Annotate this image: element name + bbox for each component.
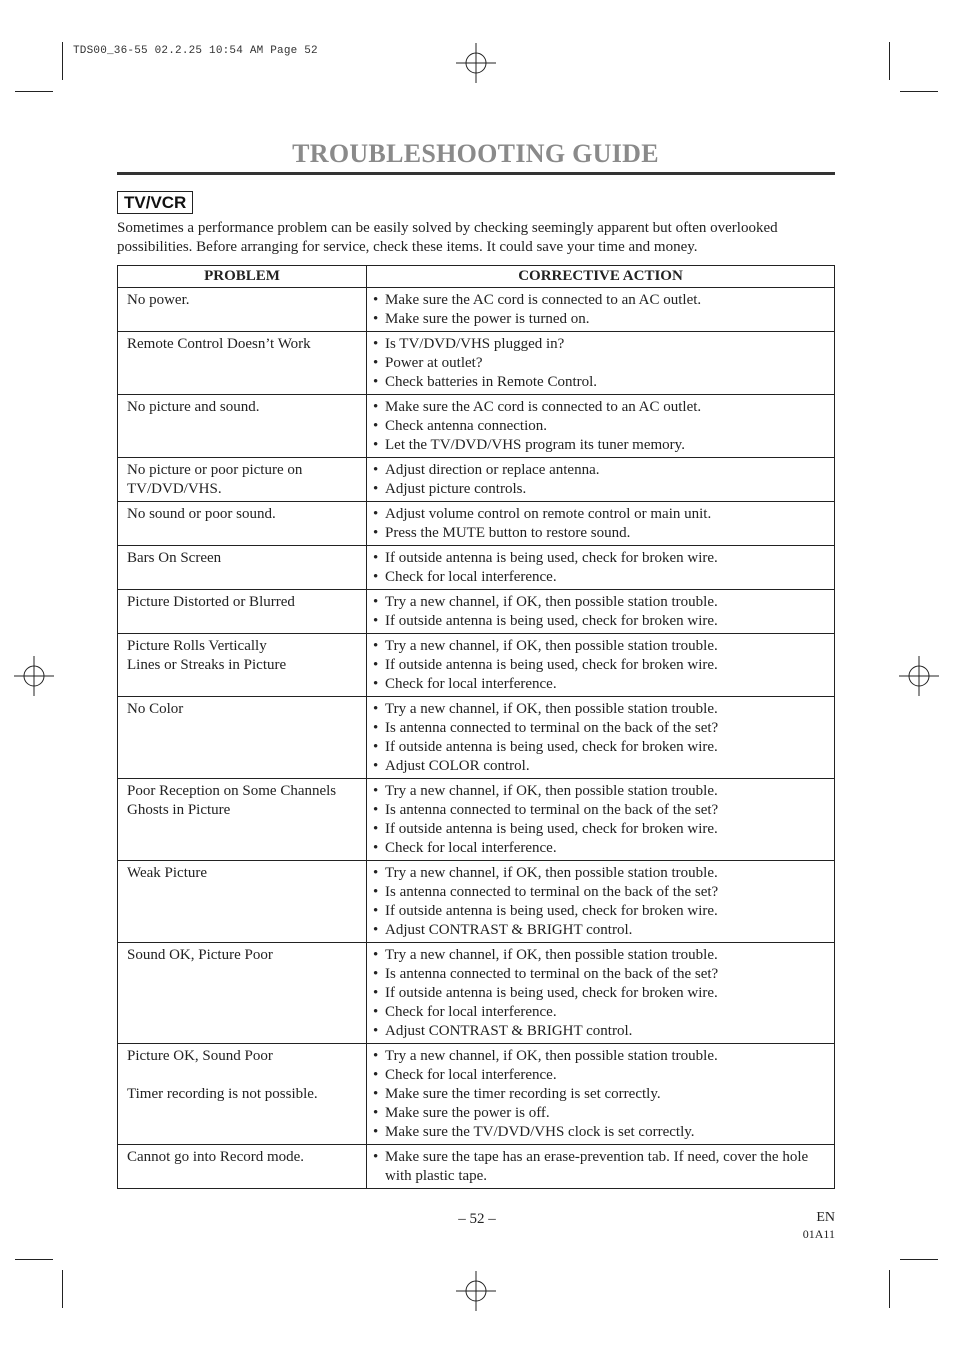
problem-text: Cannot go into Record mode.	[127, 1149, 305, 1165]
problem-text: Weak Picture	[127, 865, 208, 881]
action-cell	[367, 1044, 835, 1145]
bullet-icon: •	[373, 374, 379, 390]
action-item	[373, 883, 830, 902]
problem-text: Ghosts in Picture	[127, 802, 231, 818]
problem-text: Timer recording is not possible.	[127, 1086, 318, 1102]
action-cell	[367, 634, 835, 697]
action-item	[373, 801, 830, 820]
bullet-icon: •	[373, 676, 379, 692]
action-item	[373, 839, 830, 858]
action-text: Make sure the timer recording is set correctly.	[385, 1086, 661, 1102]
bullet-icon: •	[373, 418, 379, 434]
action-text: Make sure the AC cord is connected to an AC outlet.	[385, 399, 702, 415]
bullet-icon: •	[373, 638, 379, 654]
bullet-icon: •	[373, 550, 379, 566]
action-text: Make sure the power is off.	[385, 1105, 550, 1121]
action-text: Is TV/DVD/VHS plugged in?	[385, 336, 565, 352]
action-text: Check for local interference.	[385, 1004, 557, 1020]
bullet-icon: •	[373, 481, 379, 497]
action-item	[373, 593, 830, 612]
action-item	[373, 480, 830, 499]
action-item	[373, 335, 830, 354]
action-item	[373, 864, 830, 883]
bullet-icon: •	[373, 506, 379, 522]
table-row	[118, 861, 835, 943]
problem-cell	[118, 1145, 367, 1189]
problem-cell	[118, 395, 367, 458]
action-item	[373, 946, 830, 965]
intro-paragraph: Sometimes a performance problem can be easily solved by checking seemingly apparent but often overlooked possibilities. Before arranging for service, check these items. It could save your time and money.	[117, 220, 778, 255]
action-item	[373, 505, 830, 524]
table-body	[118, 288, 835, 1189]
problem-text: Poor Reception on Some Channels	[127, 783, 337, 799]
table-row	[118, 332, 835, 395]
action-text: Make sure the power is turned on.	[385, 311, 590, 327]
problem-cell	[118, 1044, 367, 1145]
problem-text: No power.	[127, 292, 190, 308]
problem-cell	[118, 546, 367, 590]
action-text: Try a new channel, if OK, then possible station trouble.	[385, 638, 718, 654]
bullet-icon: •	[373, 569, 379, 585]
action-cell	[367, 288, 835, 332]
action-text: Check for local interference.	[385, 840, 557, 856]
bullet-icon: •	[373, 437, 379, 453]
action-item	[373, 921, 830, 940]
action-item	[373, 902, 830, 921]
table-row	[118, 779, 835, 861]
action-text: If outside antenna is being used, check for broken wire.	[385, 821, 718, 837]
problem-cell	[118, 861, 367, 943]
bullet-icon: •	[373, 947, 379, 963]
bullet-icon: •	[373, 701, 379, 717]
problem-text: Lines or Streaks in Picture	[127, 657, 287, 673]
action-text: If outside antenna is being used, check for broken wire.	[385, 903, 718, 919]
problem-text: Sound OK, Picture Poor	[127, 947, 273, 963]
action-item	[373, 1022, 830, 1041]
action-item	[373, 1047, 830, 1066]
table-row	[118, 502, 835, 546]
action-text: Power at outlet?	[385, 355, 483, 371]
crop-mark	[900, 1259, 938, 1260]
bullet-icon: •	[373, 1124, 379, 1140]
bullet-icon: •	[373, 739, 379, 755]
registration-mark	[456, 43, 496, 83]
table-row	[118, 288, 835, 332]
action-item	[373, 612, 830, 631]
action-text: Is antenna connected to terminal on the back of the set?	[385, 966, 719, 982]
problem-text: Remote Control Doesn’t Work	[127, 336, 311, 352]
bullet-icon: •	[373, 525, 379, 541]
problem-cell	[118, 590, 367, 634]
action-text: Check antenna connection.	[385, 418, 548, 434]
problem-cell	[118, 634, 367, 697]
bullet-icon: •	[373, 399, 379, 415]
action-text: Try a new channel, if OK, then possible station trouble.	[385, 783, 718, 799]
column-header-problem: PROBLEM	[118, 266, 367, 288]
action-cell	[367, 1145, 835, 1189]
bullet-icon: •	[373, 758, 379, 774]
action-item	[373, 1104, 830, 1123]
action-text: Adjust picture controls.	[385, 481, 527, 497]
table-row	[118, 1044, 835, 1145]
page-title: TROUBLESHOOTING GUIDE	[292, 139, 659, 168]
problem-cell	[118, 458, 367, 502]
bullet-icon: •	[373, 1067, 379, 1083]
action-text: Make sure the tape has an erase-prevention tab. If need, cover the hole with plastic tape.	[385, 1149, 809, 1184]
action-item	[373, 675, 830, 694]
problem-text: No Color	[127, 701, 184, 717]
section-badge: TV/VCR	[117, 191, 193, 214]
registration-mark	[899, 656, 939, 696]
problem-cell	[118, 779, 367, 861]
table-row	[118, 697, 835, 779]
action-text: Is antenna connected to terminal on the back of the set?	[385, 720, 719, 736]
action-text: If outside antenna is being used, check for broken wire.	[385, 657, 718, 673]
problem-text: No sound or poor sound.	[127, 506, 276, 522]
action-cell	[367, 332, 835, 395]
problem-text: Picture Distorted or Blurred	[127, 594, 295, 610]
table-row	[118, 546, 835, 590]
problem-cell	[118, 697, 367, 779]
bullet-icon: •	[373, 657, 379, 673]
troubleshooting-table	[117, 265, 835, 1189]
problem-cell	[118, 332, 367, 395]
action-item	[373, 719, 830, 738]
bullet-icon: •	[373, 613, 379, 629]
bullet-icon: •	[373, 1086, 379, 1102]
problem-text: No picture and sound.	[127, 399, 260, 415]
action-item	[373, 1123, 830, 1142]
action-text: Adjust volume control on remote control or main unit.	[385, 506, 712, 522]
action-item	[373, 291, 830, 310]
action-item	[373, 656, 830, 675]
table-row	[118, 1145, 835, 1189]
action-cell	[367, 943, 835, 1044]
action-text: Check for local interference.	[385, 676, 557, 692]
action-item	[373, 398, 830, 417]
crop-mark	[889, 42, 890, 80]
bullet-icon: •	[373, 355, 379, 371]
action-item	[373, 310, 830, 329]
action-item	[373, 820, 830, 839]
action-text: Check for local interference.	[385, 569, 557, 585]
action-cell	[367, 458, 835, 502]
action-item	[373, 568, 830, 587]
action-text: Is antenna connected to terminal on the back of the set?	[385, 802, 719, 818]
action-text: Make sure the TV/DVD/VHS clock is set correctly.	[385, 1124, 695, 1140]
action-text: Is antenna connected to terminal on the back of the set?	[385, 884, 719, 900]
action-item	[373, 461, 830, 480]
action-cell	[367, 779, 835, 861]
print-header: TDS00_36-55 02.2.25 10:54 AM Page 52	[73, 45, 318, 57]
action-item	[373, 354, 830, 373]
page-number: – 52 –	[458, 1211, 496, 1227]
bullet-icon: •	[373, 1023, 379, 1039]
table-row	[118, 634, 835, 697]
bullet-icon: •	[373, 594, 379, 610]
action-cell	[367, 590, 835, 634]
problem-text: Picture Rolls Vertically	[127, 638, 267, 654]
action-item	[373, 373, 830, 392]
action-cell	[367, 861, 835, 943]
action-item	[373, 965, 830, 984]
action-item	[373, 757, 830, 776]
action-item	[373, 1066, 830, 1085]
column-header-action: CORRECTIVE ACTION	[367, 266, 835, 288]
table-header-row	[118, 266, 835, 288]
registration-mark	[456, 1271, 496, 1311]
action-text: Let the TV/DVD/VHS program its tuner memory.	[385, 437, 685, 453]
action-item	[373, 436, 830, 455]
crop-mark	[15, 1259, 53, 1260]
action-cell	[367, 546, 835, 590]
crop-mark	[889, 1270, 890, 1308]
bullet-icon: •	[373, 840, 379, 856]
bullet-icon: •	[373, 802, 379, 818]
bullet-icon: •	[373, 1149, 379, 1165]
bullet-icon: •	[373, 821, 379, 837]
problem-text: No picture or poor picture on	[127, 462, 303, 478]
language-code: EN	[816, 1210, 835, 1225]
bullet-icon: •	[373, 966, 379, 982]
action-cell	[367, 502, 835, 546]
action-text: Try a new channel, if OK, then possible station trouble.	[385, 701, 718, 717]
bullet-icon: •	[373, 922, 379, 938]
bullet-icon: •	[373, 720, 379, 736]
bullet-icon: •	[373, 985, 379, 1001]
bullet-icon: •	[373, 783, 379, 799]
action-item	[373, 1003, 830, 1022]
bullet-icon: •	[373, 1048, 379, 1064]
action-item	[373, 738, 830, 757]
action-text: Adjust CONTRAST & BRIGHT control.	[385, 922, 633, 938]
problem-cell	[118, 943, 367, 1044]
bullet-icon: •	[373, 1004, 379, 1020]
action-text: Try a new channel, if OK, then possible station trouble.	[385, 865, 718, 881]
registration-mark	[14, 656, 54, 696]
action-item	[373, 700, 830, 719]
problem-text: Bars On Screen	[127, 550, 222, 566]
action-text: If outside antenna is being used, check for broken wire.	[385, 613, 718, 629]
table-row	[118, 395, 835, 458]
action-item	[373, 984, 830, 1003]
problem-text	[127, 1066, 362, 1085]
bullet-icon: •	[373, 336, 379, 352]
bullet-icon: •	[373, 311, 379, 327]
bullet-icon: •	[373, 865, 379, 881]
action-text: Try a new channel, if OK, then possible station trouble.	[385, 947, 718, 963]
action-text: Press the MUTE button to restore sound.	[385, 525, 631, 541]
action-item	[373, 417, 830, 436]
action-text: Make sure the AC cord is connected to an AC outlet.	[385, 292, 702, 308]
crop-mark	[62, 1270, 63, 1308]
action-text: Adjust COLOR control.	[385, 758, 530, 774]
action-text: If outside antenna is being used, check for broken wire.	[385, 739, 718, 755]
table-row	[118, 943, 835, 1044]
action-item	[373, 637, 830, 656]
bullet-icon: •	[373, 462, 379, 478]
action-item	[373, 1085, 830, 1104]
crop-mark	[62, 42, 63, 80]
action-item	[373, 524, 830, 543]
problem-cell	[118, 288, 367, 332]
bullet-icon: •	[373, 1105, 379, 1121]
table-row	[118, 590, 835, 634]
action-text: Check batteries in Remote Control.	[385, 374, 598, 390]
action-text: If outside antenna is being used, check for broken wire.	[385, 550, 718, 566]
problem-cell	[118, 502, 367, 546]
action-cell	[367, 697, 835, 779]
bullet-icon: •	[373, 292, 379, 308]
action-text: Check for local interference.	[385, 1067, 557, 1083]
action-text: If outside antenna is being used, check for broken wire.	[385, 985, 718, 1001]
table-row	[118, 458, 835, 502]
bullet-icon: •	[373, 884, 379, 900]
problem-text: TV/DVD/VHS.	[127, 481, 222, 497]
action-item	[373, 782, 830, 801]
bullet-icon: •	[373, 903, 379, 919]
crop-mark	[15, 91, 53, 92]
action-text: Try a new channel, if OK, then possible station trouble.	[385, 1048, 718, 1064]
title-rule	[117, 172, 835, 175]
document-code: 01A11	[802, 1227, 835, 1241]
crop-mark	[900, 91, 938, 92]
action-text: Adjust direction or replace antenna.	[385, 462, 600, 478]
action-text: Try a new channel, if OK, then possible station trouble.	[385, 594, 718, 610]
action-text: Adjust CONTRAST & BRIGHT control.	[385, 1023, 633, 1039]
action-item	[373, 1148, 830, 1186]
problem-text: Picture OK, Sound Poor	[127, 1048, 273, 1064]
action-item	[373, 549, 830, 568]
action-cell	[367, 395, 835, 458]
